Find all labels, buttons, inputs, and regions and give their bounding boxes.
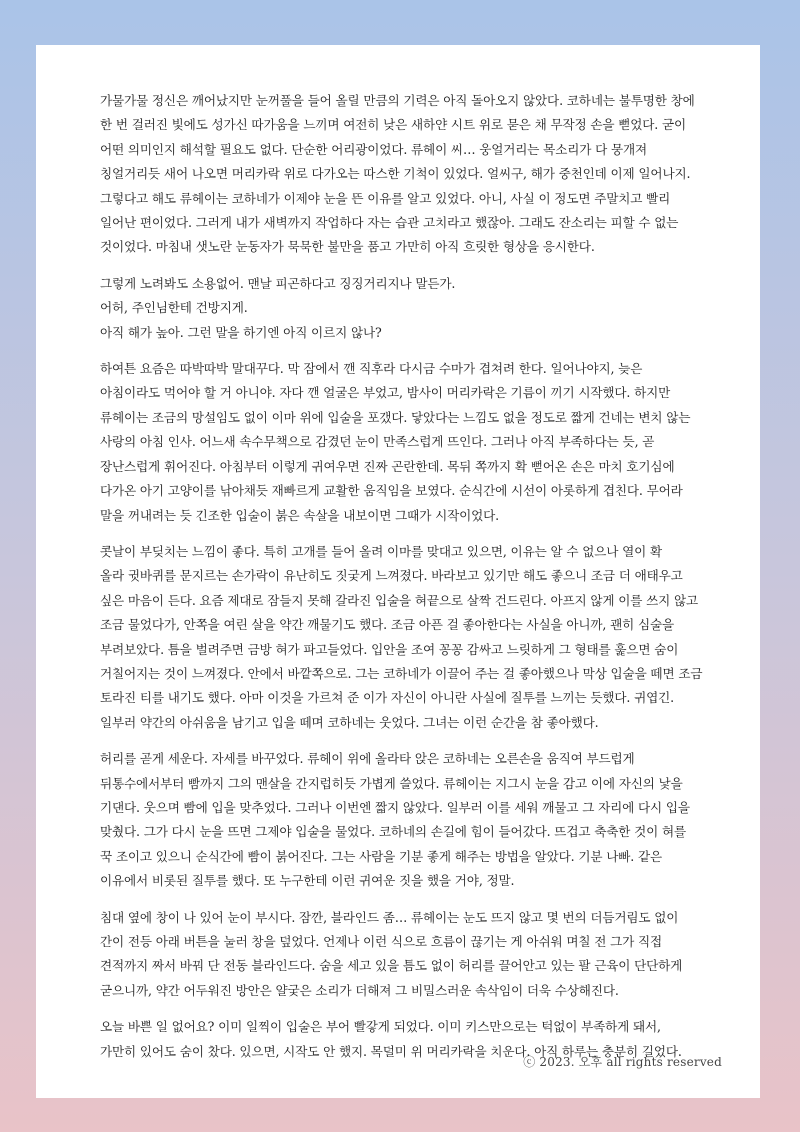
text-line: 굳으니까, 약간 어두워진 방안은 얄궂은 소리가 더해져 그 비밀스러운 속삭임이 더욱 수상해진다. (100, 982, 619, 998)
text-line: 일어난 편이었다. 그러게 내가 새벽까지 작업하다 자는 습관 고치라고 했잖아. 그래도 잔소리는 피할 수 없는 (100, 215, 679, 231)
text-line: 어떤 의미인지 해석할 필요도 없다. 단순한 어리광이었다. 류헤이 씨… 웅얼거리는 목소리가 다 뭉개져 (100, 141, 648, 157)
text-line: 아직 해가 높아. 그런 말을 하기엔 아직 이르지 않나? (100, 324, 382, 340)
text-line: 말을 꺼내려는 듯 긴조한 입술이 붉은 속살을 내보이면 그때가 시작이었다. (100, 507, 499, 523)
paragraph (88, 540, 722, 735)
text-line: 어허, 주인님한테 건방지게. (100, 300, 248, 316)
text-line: 것이었다. 마침내 샛노란 눈동자가 묵묵한 불만을 품고 가만히 아직 흐릿한 형상을 응시한다. (100, 239, 595, 255)
text-line: 류헤이는 조금의 망설임도 없이 이마 위에 입술을 포갰다. 닿았다는 느낌도 없을 정도로 짧게 건네는 변치 않는 (100, 409, 691, 425)
document-page (36, 45, 760, 1098)
text-line: 올라 귓바퀴를 문지르는 손가락이 유난히도 짓궂게 느껴졌다. 바라보고 있기만 해도 좋으니 조금 더 애태우고 (100, 568, 683, 584)
text-line: 토라진 티를 내기도 했다. 아마 이것을 가르쳐 준 이가 자신이 아니란 사실에 질투를 느끼는 듯했다. 귀엽긴. (100, 690, 675, 706)
text-line: 맞췄다. 그가 다시 눈을 뜨면 그제야 입술을 물었다. 코하네의 손길에 힘이 들어갔다. 뜨겁고 축축한 것이 혀를 (100, 824, 687, 840)
text-line: 꾹 조이고 있으니 순식간에 빰이 붉어진다. 그는 사람을 기분 좋게 해주는 방법을 알았다. 기분 나빠. 같은 (100, 848, 662, 864)
text-line: 허리를 곧게 세운다. 자세를 바꾸었다. 류헤이 위에 올라타 앉은 코하네는 오른손을 움직여 부드럽게 (100, 751, 635, 767)
text-line: 사랑의 아침 인사. 어느새 속수무책으로 감겼던 눈이 만족스럽게 뜨인다. 그러나 아직 부족하다는 듯, 곧 (100, 434, 655, 450)
paragraph (88, 747, 722, 893)
text-line: 견적까지 짜서 바꿔 단 전동 블라인드다. 숨을 세고 있을 틈도 없이 허리를 끌어안고 있는 팔 근육이 단단하게 (100, 958, 683, 974)
text-line: 콧날이 부딪치는 느낌이 좋다. 특히 고개를 들어 올려 이마를 맞대고 있으면, 이유는 알 수 없으나 열이 확 (100, 543, 662, 559)
text-line: 간이 전등 아래 버튼을 눌러 창을 덮었다. 언제나 이런 식으로 흐름이 끊기는 게 아쉬워 며칠 전 그가 직접 (100, 934, 662, 949)
dialogue-paragraph (88, 272, 722, 345)
text-line: 아침이라도 먹어야 할 거 아니야. 자다 깬 얼굴은 부었고, 밤사이 머리카락은 기름이 끼기 시작했다. 하지만 (100, 385, 671, 401)
text-line: 그렇다고 해도 류헤이는 코하네가 이제야 눈을 뜬 이유를 알고 있었다. 아니, 사실 이 정도면 주말치고 빨리 (100, 190, 671, 206)
paragraph (88, 357, 722, 528)
text-line: 그렇게 노려봐도 소용없어. 맨날 피곤하다고 징징거리지나 말든가. (100, 275, 456, 291)
text-line: 하여튼 요즘은 따박따박 말대꾸다. 막 잠에서 깬 직후라 다시금 수마가 겹쳐려 한다. 일어나야지, 늦은 (100, 361, 643, 377)
text-line: 가만히 있어도 숨이 찼다. 있으면, 시작도 안 했지. 목덜미 위 머리카락을 치운다. 아직 하루는 충분히 길었다. (100, 1043, 682, 1059)
text-line: 침대 옆에 창이 나 있어 눈이 부시다. 잠깐, 블라인드 좀… 류헤이는 눈도 뜨지 않고 몇 번의 더듬거림도 없이 (100, 909, 679, 925)
text-line: 싶은 마음이 든다. 요즘 제대로 잠들지 못해 갈라진 입술을 혀끝으로 살짝 건드린다. 아프지 않게 이를 쓰지 않고 (100, 592, 699, 608)
text-line: 부려보았다. 틈을 벌려주면 금방 혀가 파고들었다. 입안을 조여 꽁꽁 감싸고 느릿하게 그 형태를 훑으면 숨이 (100, 641, 679, 657)
text-line: 기댄다. 웃으며 빰에 입을 맞추었다. 그러나 이번엔 짧지 않았다. 일부러 이를 세워 깨물고 그 자리에 다시 입을 (100, 799, 690, 815)
story-body (88, 89, 722, 1064)
text-line: 장난스럽게 휘어진다. 아침부터 이렇게 귀여우면 진짜 곤란한데. 목뒤 쪽까지 확 뻗어온 손은 마치 호기심에 (100, 458, 675, 474)
text-line: 가물가물 정신은 깨어났지만 눈꺼풀을 들어 올릴 만큼의 기력은 아직 돌아오지 않았다. 코하네는 불투명한 창에 (100, 93, 695, 108)
text-line: 오늘 바쁜 일 없어요? 이미 일찍이 입술은 부어 빨갛게 되었다. 이미 키스만으로는 턱없이 부족하게 돼서, (100, 1019, 661, 1035)
paragraph (88, 89, 722, 260)
text-line: 뒤통수에서부터 빰까지 그의 맨살을 간지럽히듯 가볍게 쓸었다. 류헤이는 지그시 눈을 감고 이에 자신의 낯을 (100, 775, 683, 791)
text-line: 일부러 약간의 아쉬움을 남기고 입을 떼며 코하네는 웃었다. 그녀는 이런 순간을 참 좋아했다. (100, 714, 599, 730)
text-line: 다가온 아기 고양이를 낚아채듯 재빠르게 교활한 움직임을 보였다. 순식간에 시선이 아롯하게 겹친다. 무어라 (100, 483, 683, 499)
paragraph (88, 906, 722, 1004)
copyright-footer: ⓒ 2023. 오후 all rights reserved (523, 1055, 722, 1069)
text-line: 거칠어지는 것이 느껴졌다. 안에서 바깥쪽으로. 그는 코하네가 이끌어 주는 걸 좋아했으나 막상 입술을 떼면 조금 (100, 665, 703, 681)
text-line: 조금 물었다가, 안쪽을 여린 살을 약간 깨물기도 했다. 조금 아픈 걸 좋아한다는 사실을 아니까, 괜히 심술을 (100, 617, 675, 633)
text-line: 이유에서 비롯된 질투를 했다. 또 누구한테 이런 귀여운 짓을 했을 거야, 정말. (100, 873, 515, 889)
text-line: 한 번 걸러진 빛에도 성가신 따가움을 느끼며 여전히 낮은 새하얀 시트 위로 묻은 채 무작정 손을 뻗었다. 굳이 (100, 117, 687, 133)
text-line: 칭얼거리듯 새어 나오면 머리카락 위로 다가오는 따스한 기척이 있었다. 얼씨구, 해가 중천인데 이제 일어나지. (100, 166, 691, 182)
